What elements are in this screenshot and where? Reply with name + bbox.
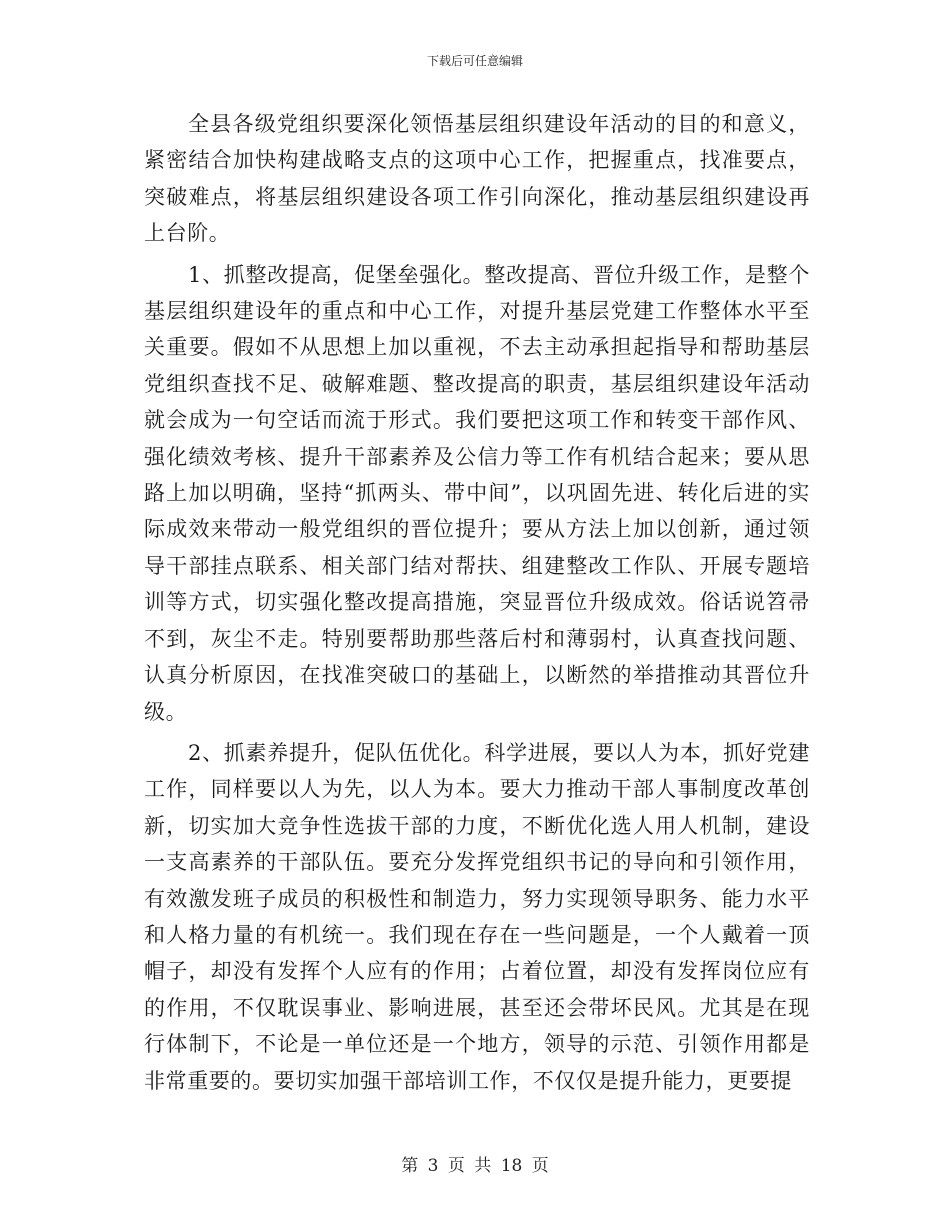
document-body bbox=[144, 106, 810, 1104]
page-footer: 第 3 页 共 18 页 bbox=[401, 1156, 549, 1176]
paragraph-section-2: 2、抓素养提升，促队伍优化。科学进展，要以人为本，抓好党建工作，同样要以人为先，以人为本。要大力推动干部人事制度改革创新，切实加大竞争性选拔干部的力度，不断优化选人用人机制，建设一支高素养的干部队伍。要充分发挥党组织书记的导向和引领作用，有效激发班子成员的积极性和制造力，努力实现领导职务、能力水平和人格力量的有机统一。我们现在存在一些问题是，一个人戴着一顶帽子，却没有发挥个人应有的作用；占着位置，却没有发挥岗位应有的作用，不仅耽误事业、影响进展，甚至还会带坏民风。尤其是在现行体制下，不论是一单位还是一个地方，领导的示范、引领作用都是非常重要的。要切实加强干部培训工作，不仅仅是提升能力，更要提 bbox=[144, 740, 810, 1093]
paragraph-intro: 全县各级党组织要深化领悟基层组织建设年活动的目的和意义，紧密结合加快构建战略支点的这项中心工作，把握重点，找准要点，突破难点，将基层组织建设各项工作引向深化，推动基层组织建设再上台阶。 bbox=[144, 112, 810, 246]
paragraph-section-1: 1、抓整改提高，促堡垒强化。整改提高、晋位升级工作，是整个基层组织建设年的重点和中心工作，对提升基层党建工作整体水平至关重要。假如不从思想上加以重视，不去主动承担起指导和帮助基层党组织查找不足、破解难题、整改提高的职责，基层组织建设年活动就会成为一句空话而流于形式。我们要把这项工作和转变干部作风、强化绩效考核、提升干部素养及公信力等工作有机结合起来；要从思路上加以明确，坚持“抓两头、带中间”，以巩固先进、转化后进的实际成效来带动一般党组织的晋位提升；要从方法上加以创新，通过领导干部挂点联系、相关部门结对帮扶、组建整改工作队、开展专题培训等方式，切实强化整改提高措施，突显晋位升级成效。俗话说笤帚不到，灰尘不走。特别要帮助那些落后村和薄弱村，认真查找问题、认真分析原因，在找准突破口的基础上，以断然的举措推动其晋位升级。 bbox=[144, 262, 810, 724]
page-header: 下载后可任意编辑 bbox=[426, 54, 523, 68]
